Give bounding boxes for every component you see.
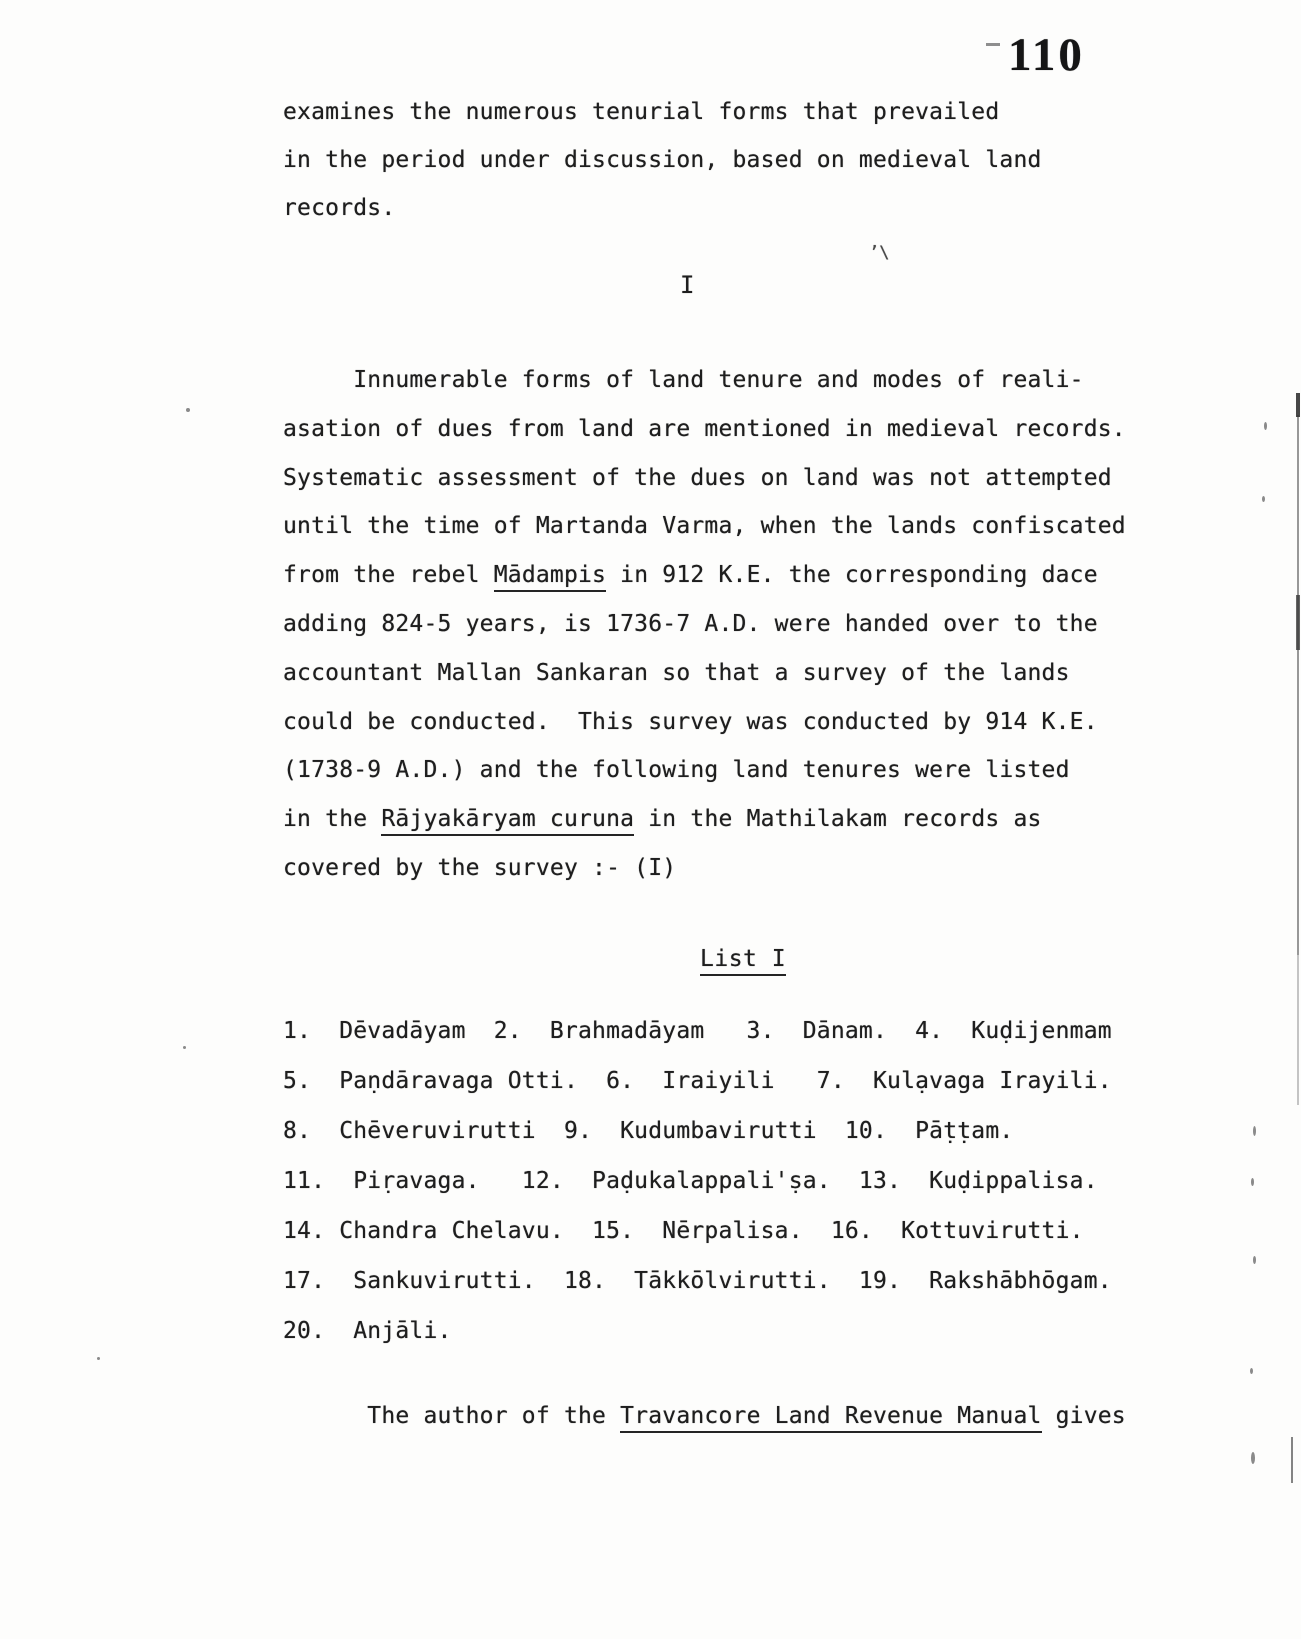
scan-artifact <box>1253 1256 1256 1264</box>
text-line <box>283 1392 1126 1440</box>
text-segment: asation of dues from land are mentioned in medieval records. <box>283 415 1126 442</box>
section-marker: I <box>680 271 695 299</box>
scan-artifact <box>1291 1437 1293 1483</box>
scan-artifact <box>1253 1126 1256 1136</box>
scan-artifact <box>97 1357 100 1360</box>
text-line <box>283 502 1126 551</box>
text-segment: (1738-9 A.D.) and the following land tenures were listed <box>283 757 1070 784</box>
list-heading-text: List I <box>700 946 786 976</box>
scan-artifact <box>986 43 1000 46</box>
text-line <box>283 551 1126 600</box>
list-line: 17. Sankuvirutti. 18. Tākkōlvirutti. 19. Rakshābhōgam. <box>283 1268 1112 1294</box>
closing-paragraph <box>283 1392 1126 1440</box>
scan-artifact <box>186 408 190 412</box>
page-number: 110 <box>1008 29 1085 81</box>
text-line: in the period under discussion, based on medieval land <box>283 147 1042 173</box>
text-line <box>283 844 1126 893</box>
scan-artifact <box>183 1046 186 1049</box>
list-line: 5. Paṇdāravaga Otti. 6. Iraiyili 7. Kulạvaga Irayili. <box>283 1068 1112 1094</box>
scan-artifact: ’\ <box>869 243 890 263</box>
text-line: examines the numerous tenurial forms that prevailed <box>283 99 1000 125</box>
list-line: 8. Chēveruvirutti 9. Kudumbavirutti 10. Pāṭṭam. <box>283 1118 1014 1144</box>
list-line: 20. Anjāli. <box>283 1318 452 1344</box>
intro-paragraph <box>283 88 1042 232</box>
scan-artifact <box>1297 955 1299 1105</box>
text-segment: in the Mathilakam records as <box>634 806 1042 833</box>
scan-artifact <box>1250 1368 1253 1374</box>
list-heading <box>700 946 786 972</box>
tenure-list <box>283 1006 1112 1356</box>
underlined-term: Travancore Land Revenue Manual <box>620 1403 1041 1433</box>
scan-artifact <box>1297 415 1299 955</box>
list-line: 11. Piṛavaga. 12. Paḍukalappali'ṣa. 13. Kuḍippalisa. <box>283 1168 1098 1194</box>
underlined-term: Rājyakāryam curuna <box>381 806 634 836</box>
text-line <box>283 405 1126 454</box>
scan-artifact <box>1262 496 1265 502</box>
text-segment: could be conducted. This survey was conducted by 914 K.E. <box>283 708 1098 735</box>
text-line <box>283 356 1126 405</box>
text-line <box>283 795 1126 844</box>
text-segment: covered by the survey :- (I) <box>283 854 677 881</box>
list-line: 14. Chandra Chelavu. 15. Nērpalisa. 16. Kottuvirutti. <box>283 1218 1084 1244</box>
text-line <box>283 698 1126 747</box>
text-segment: in 912 K.E. the corresponding dace <box>606 562 1098 589</box>
text-line: records. <box>283 195 396 221</box>
text-segment: from the rebel <box>283 562 494 589</box>
scan-artifact <box>1264 422 1267 430</box>
list-line: 1. Dēvadāyam 2. Brahmadāyam 3. Dānam. 4. Kuḍijenmam <box>283 1018 1112 1044</box>
text-line <box>283 746 1126 795</box>
text-line <box>283 454 1126 503</box>
text-segment: Systematic assessment of the dues on land was not attempted <box>283 464 1112 491</box>
scan-artifact <box>1251 1178 1254 1186</box>
text-segment: Innumerable forms of land tenure and modes of reali- <box>283 367 1084 393</box>
scan-artifact <box>1251 1452 1255 1464</box>
text-line <box>283 649 1126 698</box>
text-segment: in the <box>283 806 382 833</box>
text-segment: The author of the <box>283 1403 621 1429</box>
scan-artifact <box>1296 393 1300 417</box>
text-segment: accountant Mallan Sankaran so that a survey of the lands <box>283 659 1070 686</box>
scan-artifact <box>1296 595 1300 650</box>
text-segment: adding 824-5 years, is 1736-7 A.D. were handed over to the <box>283 610 1098 637</box>
main-paragraph <box>283 356 1126 893</box>
text-segment: gives <box>1041 1403 1126 1429</box>
text-segment: until the time of Martanda Varma, when the lands confiscated <box>283 513 1126 540</box>
underlined-term: Mādampis <box>494 562 606 592</box>
text-line <box>283 600 1126 649</box>
